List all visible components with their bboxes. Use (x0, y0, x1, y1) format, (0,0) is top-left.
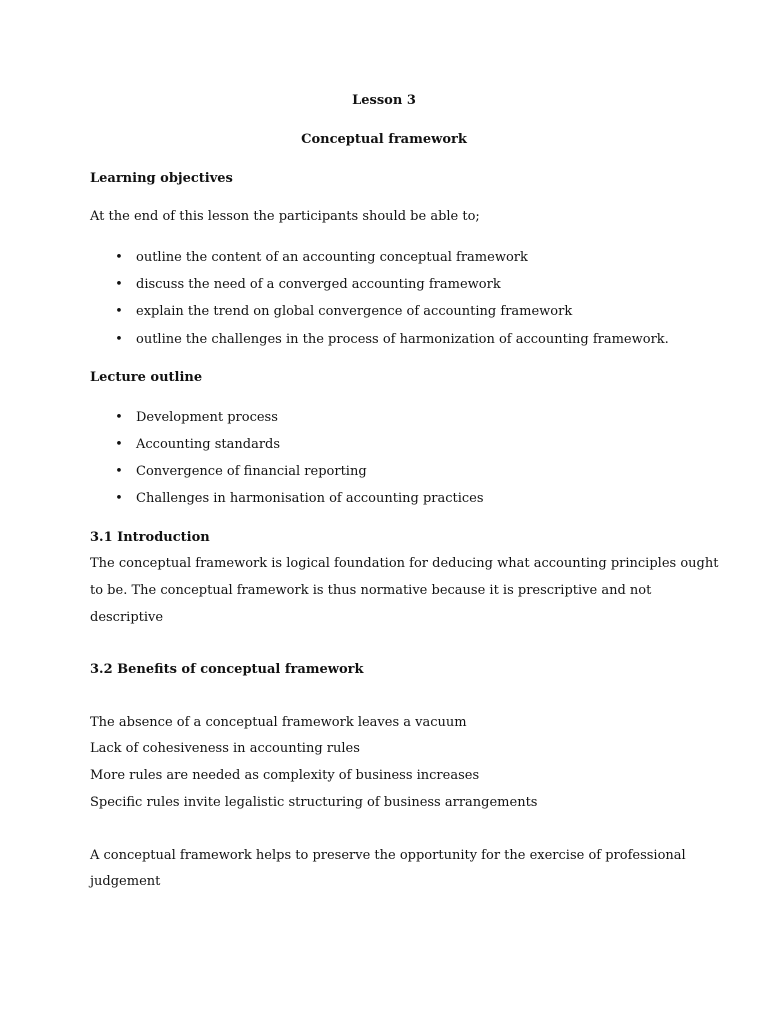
benefits-line: Lack of cohesiveness in accounting rules (90, 741, 360, 756)
topic-title: Conceptual framework (301, 132, 467, 147)
bullet-icon: • (115, 250, 123, 265)
benefits-heading: 3.2 Benefits of conceptual framework (90, 662, 364, 677)
learning-objectives-intro: At the end of this lesson the participants should be able to; (90, 209, 480, 224)
list-item-text: Convergence of financial reporting (136, 464, 367, 479)
introduction-line: descriptive (90, 610, 164, 625)
bullet-icon: • (115, 332, 123, 347)
list-item-text: Development process (136, 410, 278, 425)
closing-line: A conceptual framework helps to preserve the opportunity for the exercise of professional (90, 848, 686, 863)
learning-objectives-heading: Learning objectives (90, 171, 233, 186)
bullet-icon: • (115, 464, 123, 479)
introduction-line: to be. The conceptual framework is thus normative because it is prescriptive and not (90, 583, 652, 598)
benefits-line: More rules are needed as complexity of business increases (90, 768, 480, 783)
lecture-outline-heading: Lecture outline (90, 370, 203, 385)
bullet-icon: • (115, 304, 123, 319)
introduction-heading: 3.1 Introduction (90, 530, 210, 545)
bullet-icon: • (115, 437, 123, 452)
list-item-text: explain the trend on global convergence of accounting framework (136, 304, 573, 319)
lesson-title: Lesson 3 (352, 93, 416, 108)
bullet-icon: • (115, 410, 123, 425)
bullet-icon: • (115, 277, 123, 292)
bullet-icon: • (115, 491, 123, 506)
list-item-text: Challenges in harmonisation of accounting practices (136, 491, 484, 506)
list-item-text: Accounting standards (136, 437, 281, 452)
list-item-text: outline the challenges in the process of harmonization of accounting framework. (136, 332, 669, 347)
benefits-line: The absence of a conceptual framework leaves a vacuum (90, 715, 467, 730)
benefits-line: Specific rules invite legalistic structuring of business arrangements (90, 795, 538, 810)
list-item-text: discuss the need of a converged accounting framework (136, 277, 501, 292)
list-item-text: outline the content of an accounting conceptual framework (136, 250, 528, 265)
closing-line: judgement (90, 874, 161, 889)
introduction-line: The conceptual framework is logical foundation for deducing what accounting principles ought (90, 556, 719, 571)
